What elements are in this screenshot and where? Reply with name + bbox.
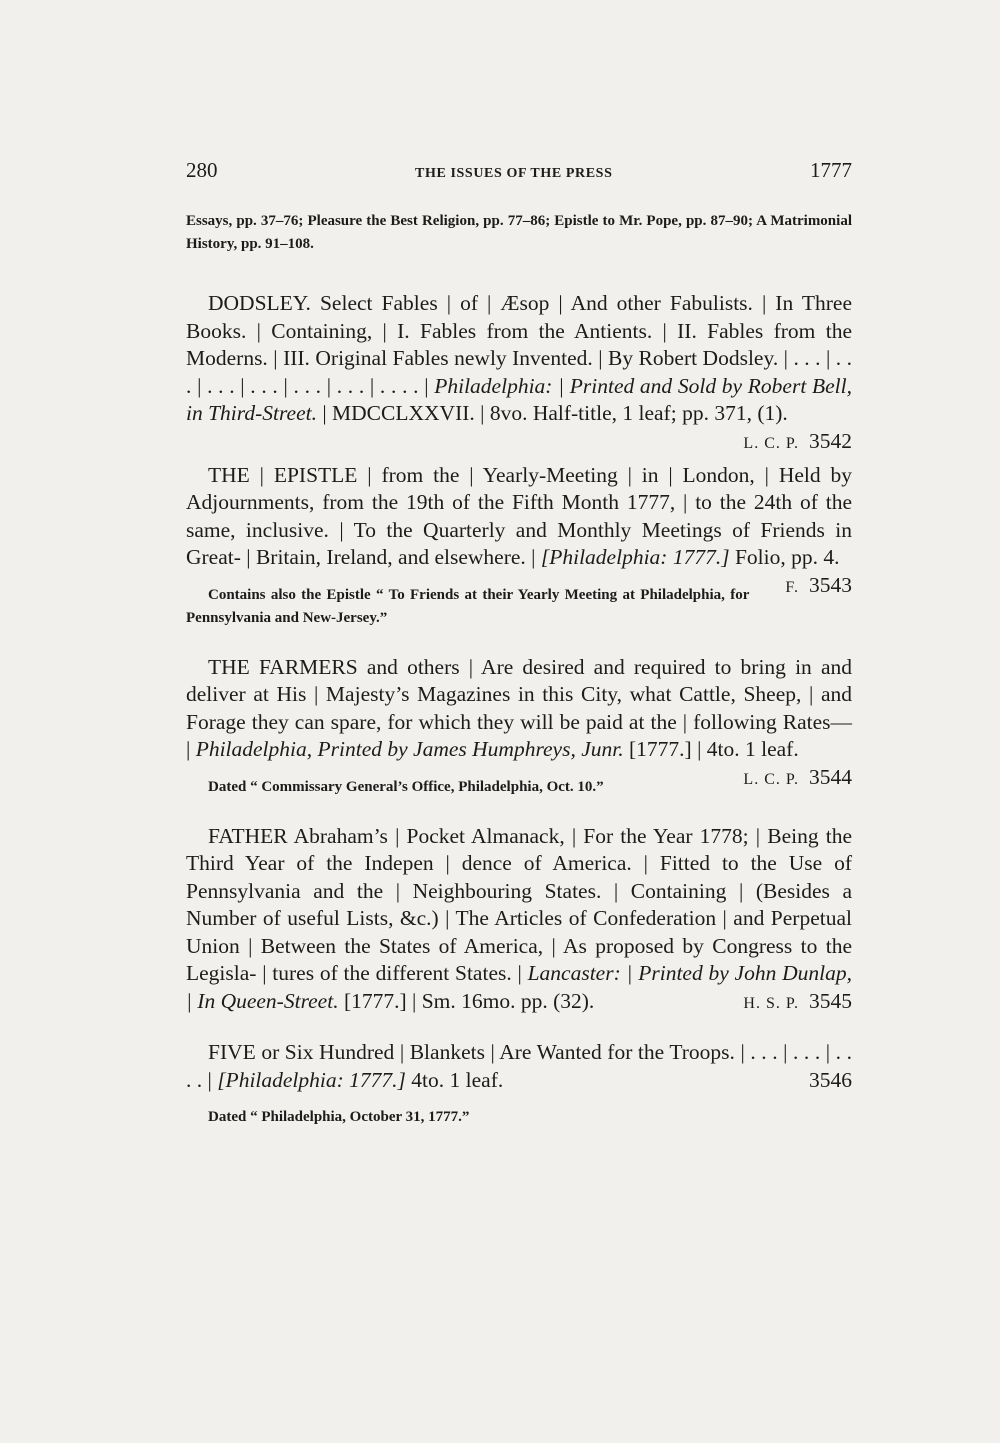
entry-number: 3543 [809,572,852,597]
running-title: THE ISSUES OF THE PRESS [415,166,613,181]
entry-number: 3542 [809,428,852,453]
entry-3546 [186,1039,852,1094]
entry-text: THE | EPISTLE | from the | Yearly-Meeting | in | London, | Held by Adjournments, from the 19th of the Fifth Month 1777, | to the 24th of the same, inclusive. | To the Quarterly and Monthly Meetings of Friends in Great- | Britain, Ireland, and elsewhere. | [186,462,852,569]
entry-tail: [1777.] | Sm. 16mo. pp. (32). [343,988,595,1013]
entry-location: L. C. P. [743,434,799,452]
page-header [186,158,852,183]
entry-number: 3545 [809,988,852,1013]
entry-number: 3546 [809,1067,852,1092]
entry-imprint: Lancaster: | Printed by John Dunlap, | In Queen-Street. [186,961,852,1013]
entry-location: F. [785,578,799,596]
entry-3542 [186,290,852,453]
entry-tail: | MDCCLXXVII. | 8vo. Half-title, 1 leaf; pp. 371, (1). [322,401,788,425]
entry-note: Dated “ Commissary General’s Office, Philadelphia, Oct. 10.” [208,778,604,795]
carryover-note: Essays, pp. 37–76; Pleasure the Best Religion, pp. 77–86; Epistle to Mr. Pope, pp. 87–90; A Matrimonial History, pp. 91–108. [186,213,852,252]
text-column [186,210,852,1129]
entry-imprint: [Philadelphia: 1777.] [217,1067,406,1092]
entry-note: Contains also the Epistle “ To Friends at their Yearly Meeting at Philadelphia, for Pennsylvania and New-Jersey.” [186,586,750,626]
entry-location: L. C. P. [743,770,799,788]
entry-text: FIVE or Six Hundred | Blankets | Are Wanted for the Troops. | . . . | . . . | . . . . | [186,1040,852,1092]
entry-imprint: Philadelphia: | Printed and Sold by Robert Bell, in Third-Street. [186,373,852,425]
entry-tail: Folio, pp. 4. [734,545,840,569]
entry-imprint: Philadelphia, Printed by James Humphreys, Junr. [195,737,624,761]
entry-reference [707,428,852,458]
entry-text: DODSLEY. Select Fables | of | Æsop | And other Fabulists. | In Three Books. | Containing, | I. Fables from the Antients. | II. Fables from the Moderns. | III. Original Fables newly Invented. | By Robert Dodsley. | . . . | . . . | . . . | . . . | . . . | . . . | . . . . | [186,291,852,398]
entry-reference [707,764,852,794]
page-number: 280 [186,158,218,182]
entry-tail: 4to. 1 leaf. [411,1067,504,1092]
entry-3545 [186,823,852,1016]
entry-number: 3544 [809,764,852,789]
entry-text: THE FARMERS and others | Are desired and required to bring in and deliver at His | Majesty’s Magazines in this City, what Cattle, Sheep, | and Forage they can spare, for which they will be paid at the | following Rates— | [186,654,852,761]
entry-text: FATHER Abraham’s | Pocket Almanack, | For the Year 1778; | Being the Third Year of the Indepen | dence of America. | Fitted to the Use of Pennsylvania and the | Neighbouring States. | Containing | (Besides a Number of useful Lists, &c.) | The Articles of Confederation | and Perpetual Union | Between the States of America, | As proposed by Congress to the Legisla- | tures of the different States. | [186,823,852,985]
entry-imprint: [Philadelphia: 1777.] [540,545,730,569]
entry-location: H. S. P. [743,994,799,1012]
entry-reference [777,1067,852,1095]
entry-note: Dated “ Philadelphia, October 31, 1777.” [208,1109,470,1125]
entry-3543 [186,462,852,597]
header-year: 1777 [810,158,852,182]
entry-tail: [1777.] | 4to. 1 leaf. [629,737,799,761]
entry-reference [749,572,852,602]
entry-reference [707,988,852,1018]
